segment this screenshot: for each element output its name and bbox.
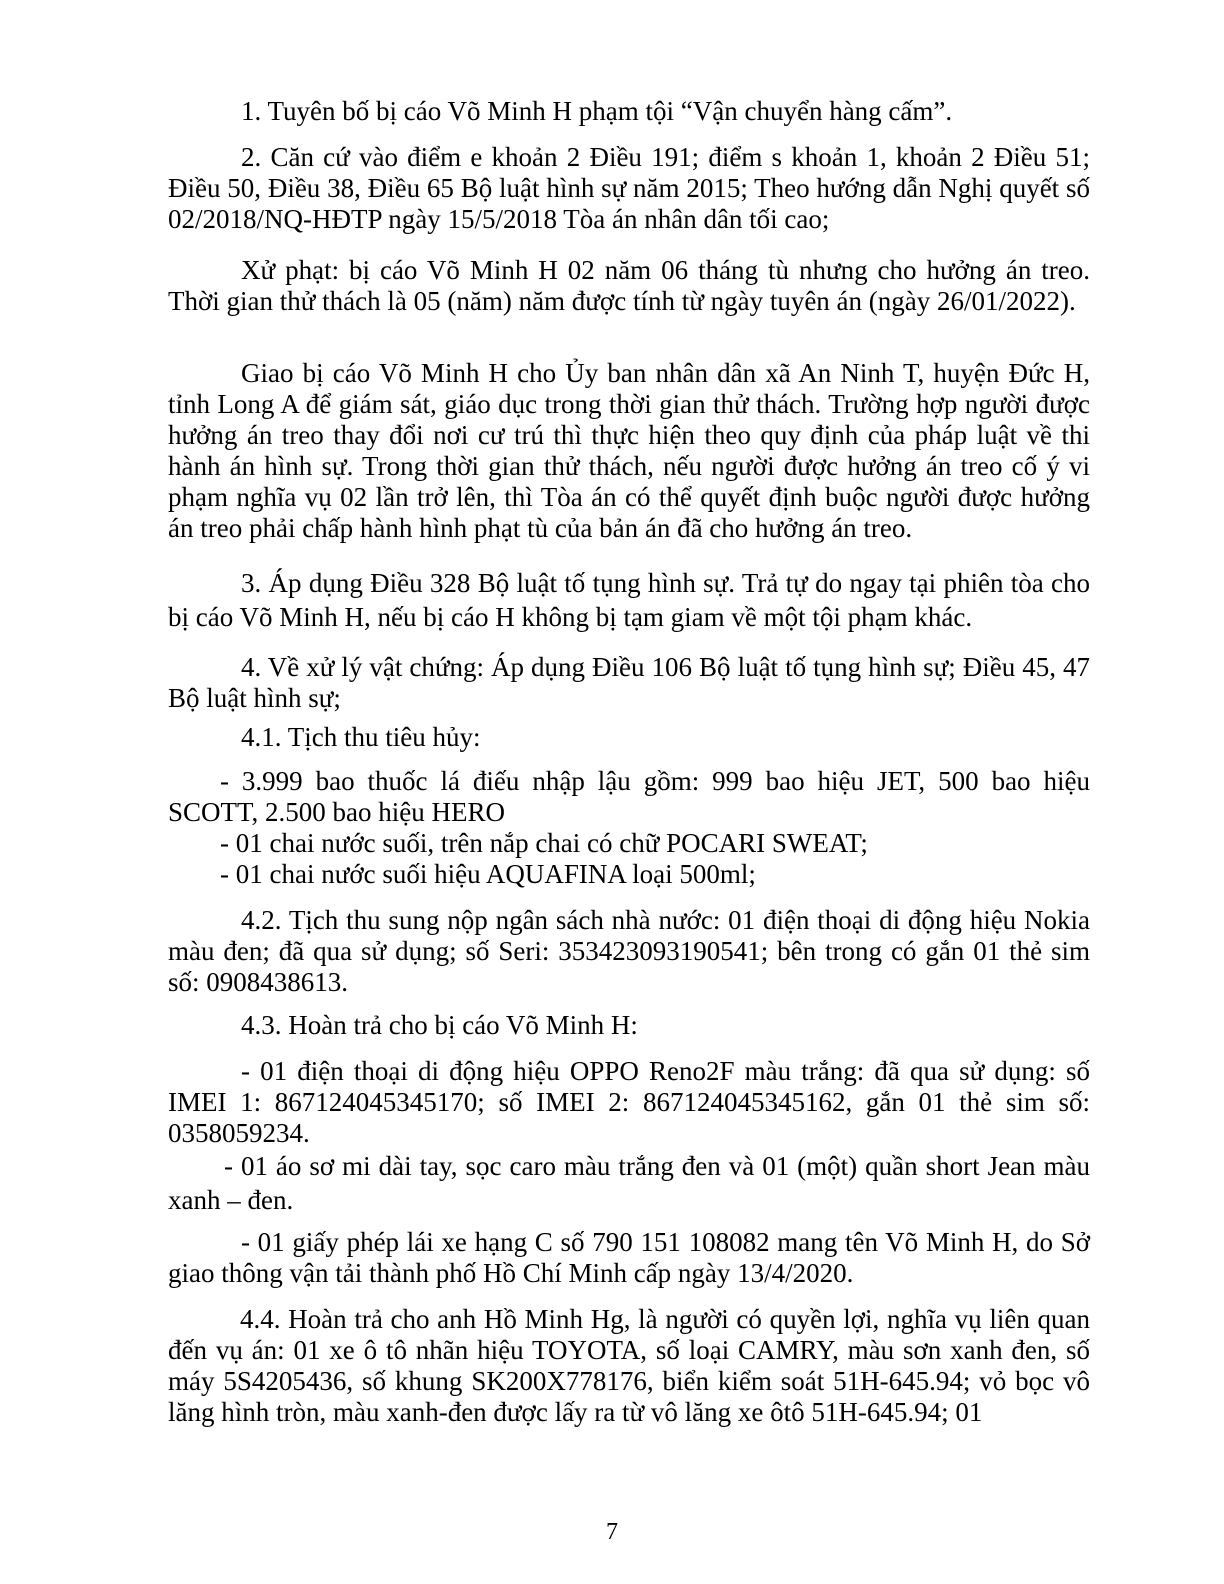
list-item-clothing: - 01 áo sơ mi dài tay, sọc caro màu trắng đen và 01 (một) quần short Jean màu xanh – đen. bbox=[168, 1151, 1090, 1215]
page-number: 7 bbox=[606, 1519, 618, 1545]
paragraph-4-1-heading: 4.1. Tịch thu tiêu hủy: bbox=[241, 722, 481, 752]
paragraph-supervision: Giao bị cáo Võ Minh H cho Ủy ban nhân dân xã An Ninh T, huyện Đức H, tỉnh Long A để giám sát, giáo dục trong thời gian thử thách. Trường hợp người được hưởng án treo thay đổi nơi cư trú thì thực hiện theo quy định của pháp luật về thi hành án hình sự. Trong thời gian thử thách, nếu người được hưởng án treo cố ý vi phạm nghĩa vụ 02 lần trở lên, thì Tòa án có thể quyết định buộc người được hưởng án treo phải chấp hành hình phạt tù của bản án đã cho hưởng án treo. bbox=[168, 358, 1090, 543]
list-item-pocari-bottle: - 01 chai nước suối, trên nắp chai có chữ POCARI SWEAT; bbox=[220, 828, 868, 858]
list-item-aquafina-bottle: - 01 chai nước suối hiệu AQUAFINA loại 500ml; bbox=[220, 859, 756, 889]
paragraph-4-4-return-vehicle: 4.4. Hoàn trả cho anh Hồ Minh Hg, là người có quyền lợi, nghĩa vụ liên quan đến vụ án: 01 xe ô tô nhãn hiệu TOYOTA, số loại CAMRY, màu sơn xanh đen, số máy 5S4205436, số khung SK200X778176, biển kiểm soát 51H-645.94; vỏ bọc vô lăng hình tròn, màu xanh-đen được lấy ra từ vô lăng xe ôtô 51H-645.94; 01 bbox=[168, 1304, 1090, 1427]
paragraph-legal-basis: 2. Căn cứ vào điểm e khoản 2 Điều 191; điểm s khoản 1, khoản 2 Điều 51; Điều 50, Điều 38, Điều 65 Bộ luật hình sự năm 2015; Theo hướng dẫn Nghị quyết số 02/2018/NQ-HĐTP ngày 15/5/2018 Tòa án nhân dân tối cao; bbox=[168, 142, 1090, 234]
paragraph-sentence: Xử phạt: bị cáo Võ Minh H 02 năm 06 tháng tù nhưng cho hưởng án treo. Thời gian thử thách là 05 (năm) năm được tính từ ngày tuyên án (ngày 26/01/2022). bbox=[168, 255, 1090, 316]
paragraph-4-3-heading: 4.3. Hoàn trả cho bị cáo Võ Minh H: bbox=[241, 1010, 638, 1040]
paragraph-4-2-confiscation: 4.2. Tịch thu sung nộp ngân sách nhà nước: 01 điện thoại di động hiệu Nokia màu đen; đã qua sử dụng; số Seri: 353423093190541; bên trong có gắn 01 thẻ sim số: 0908438613. bbox=[168, 905, 1090, 997]
list-item-oppo-phone: - 01 điện thoại di động hiệu OPPO Reno2F màu trắng: đã qua sử dụng: số IMEI 1: 867124045345170; số IMEI 2: 867124045345162, gắn 01 thẻ sim số: 0358059234. bbox=[168, 1056, 1090, 1148]
list-item-cigarettes: - 3.999 bao thuốc lá điếu nhập lậu gồm: 999 bao hiệu JET, 500 bao hiệu SCOTT, 2.500 bao hiệu HERO bbox=[168, 766, 1090, 827]
list-item-driving-license: - 01 giấy phép lái xe hạng C số 790 151 108082 mang tên Võ Minh H, do Sở giao thông vận tải thành phố Hồ Chí Minh cấp ngày 13/4/2020. bbox=[168, 1227, 1090, 1288]
paragraph-release: 3. Áp dụng Điều 328 Bộ luật tố tụng hình sự. Trả tự do ngay tại phiên tòa cho bị cáo Võ Minh H, nếu bị cáo H không bị tạm giam về một tội phạm khác. bbox=[168, 568, 1090, 632]
paragraph-evidence: 4. Về xử lý vật chứng: Áp dụng Điều 106 Bộ luật tố tụng hình sự; Điều 45, 47 Bộ luật hình sự; bbox=[168, 652, 1090, 713]
paragraph-verdict: 1. Tuyên bố bị cáo Võ Minh H phạm tội “Vận chuyển hàng cấm”. bbox=[241, 96, 953, 126]
